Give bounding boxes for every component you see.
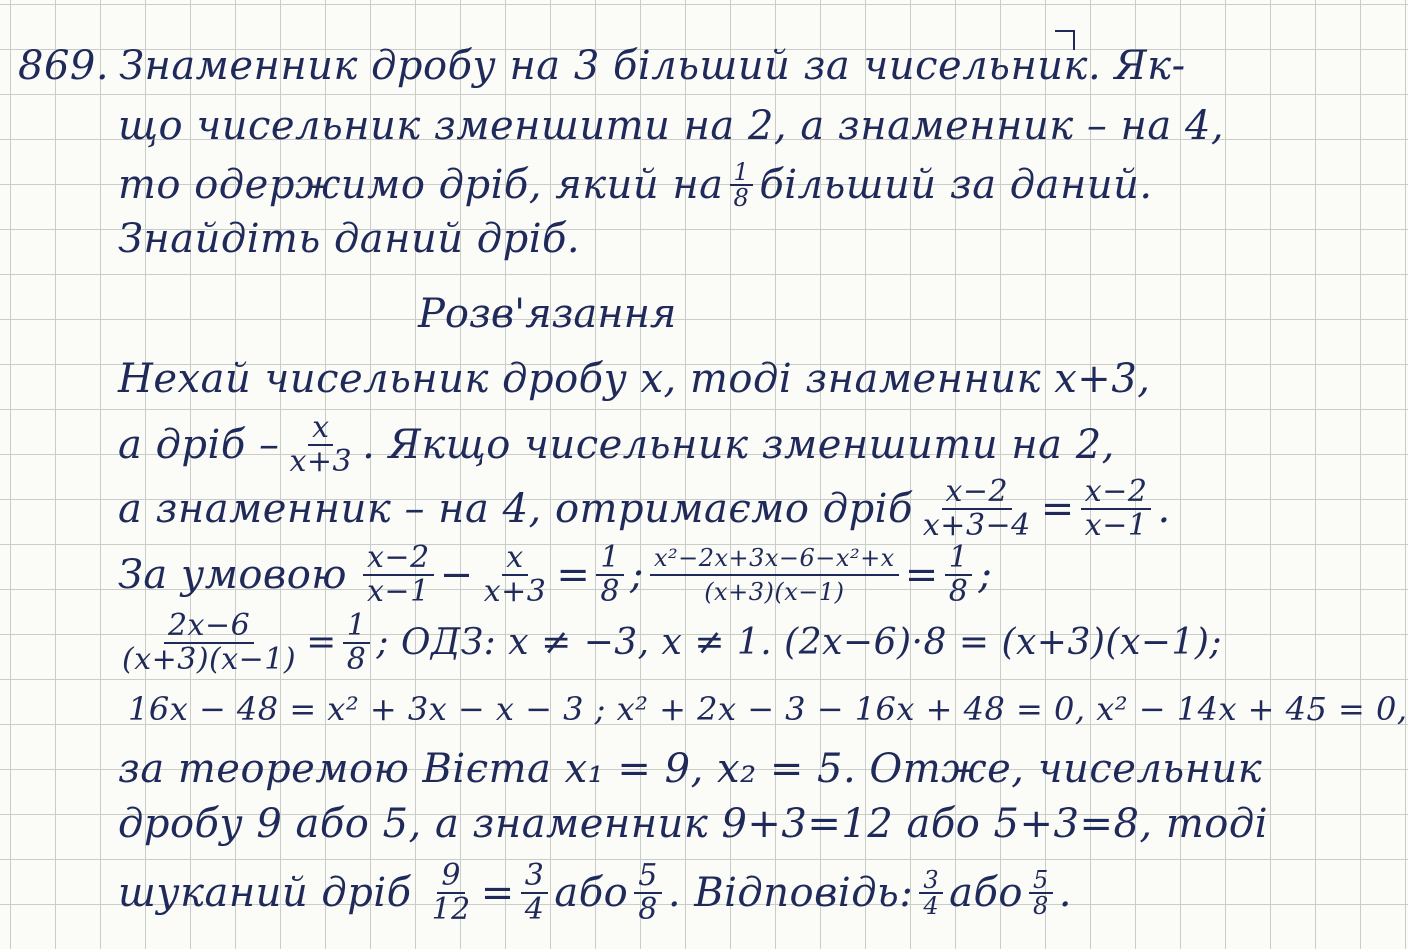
problem-text-4: більший за даний. <box>759 162 1153 208</box>
fraction: $\frac{1}{8}$ <box>343 610 371 676</box>
fraction-one-eighth: $\frac{1}{8}$ <box>730 160 754 210</box>
fraction: $\frac{2x-6}{(x+3)(x-1)}$ <box>122 608 297 677</box>
fraction: $\frac{x-2}{x+3-4}$ <box>922 474 1031 543</box>
fraction: $\frac{1}{8}$ <box>596 542 624 608</box>
fraction: $\frac{1}{8}$ <box>945 542 973 608</box>
answer-fraction: $\frac{5}{8}$ <box>1029 868 1053 918</box>
problem-line-1 <box>18 42 1186 90</box>
problem-text-5: Знайдіть даний дріб. <box>118 216 581 262</box>
solution-line-2: а дріб – $\frac{x}{x+3}$ . Якщо чисельник зменшити на 2, <box>118 410 1115 479</box>
problem-number: 869. <box>18 43 110 89</box>
solution-line-5: $\frac{2x-6}{(x+3)(x-1)}$ = $\frac{1}{8}$ ; ОДЗ: x ≠ −3, x ≠ 1. (2x−6)·8 = (x+3)(x−1); <box>112 610 1222 676</box>
fraction: $\frac{x-2}{x-1}$ <box>1081 476 1152 542</box>
fraction: $\frac{\text{x²−2x+3x−6−x²+x}}{(x+3)(x-1)}$ <box>650 542 899 608</box>
solution-line-9: шуканий дріб $\frac{9}{12}$ = $\frac{3}{4}$ або $\frac{5}{8}$ . Відповідь: $\frac{3}{4}$ або $\frac{5}{8}$ . <box>118 858 1072 927</box>
problem-line-3 <box>118 160 1153 210</box>
fraction: $\frac{x-2}{x-1}$ <box>363 542 434 608</box>
solution-title: Розв'язання <box>418 291 677 337</box>
solution-line-1: Нехай чисельник дробу x, тоді знаменник x+3, <box>118 356 1151 402</box>
fraction: $\frac{9}{12}$ <box>431 858 471 927</box>
problem-text-1: Знаменник дробу на 3 більший за чисельник. Як- <box>119 43 1186 89</box>
fraction: $\frac{3}{4}$ <box>521 860 549 926</box>
answer-fraction: $\frac{3}{4}$ <box>919 868 943 918</box>
solution-line-8: дробу 9 або 5, а знаменник 9+3=12 або 5+3=8, тоді <box>118 801 1269 847</box>
solution-line-7: за теоремою Вієта x₁ = 9, x₂ = 5. Отже, чисельник <box>118 746 1263 792</box>
problem-text-3: то одержимо дріб, який на <box>118 162 724 208</box>
fraction: $\frac{x}{x+3}$ <box>289 410 353 479</box>
problem-line-4 <box>118 215 580 263</box>
fraction: $\frac{5}{8}$ <box>634 860 662 926</box>
problem-text-2: що чисельник зменшити на 2, а знаменник – на 4, <box>118 103 1225 149</box>
solution-line-6: 16x − 48 = x² + 3x − x − 3 ; x² + 2x − 3 − 16x + 48 = 0, x² − 14x + 45 = 0, <box>128 690 1408 728</box>
solution-line-4: За умовою $\frac{x-2}{x-1}$ − $\frac{x}{x+3}$ = $\frac{1}{8}$ ; $\frac{\text{x²−2x+3x−6−x²+x}}{(x+3)(x-1)}$ = $\frac{1}{8}$ ; <box>118 540 993 609</box>
fraction: $\frac{x}{x+3}$ <box>483 540 547 609</box>
solution-line-3: а знаменник – на 4, отримаємо дріб $\frac{x-2}{x+3-4}$ = $\frac{x-2}{x-1}$ . <box>118 474 1171 543</box>
problem-line-2 <box>118 102 1224 150</box>
